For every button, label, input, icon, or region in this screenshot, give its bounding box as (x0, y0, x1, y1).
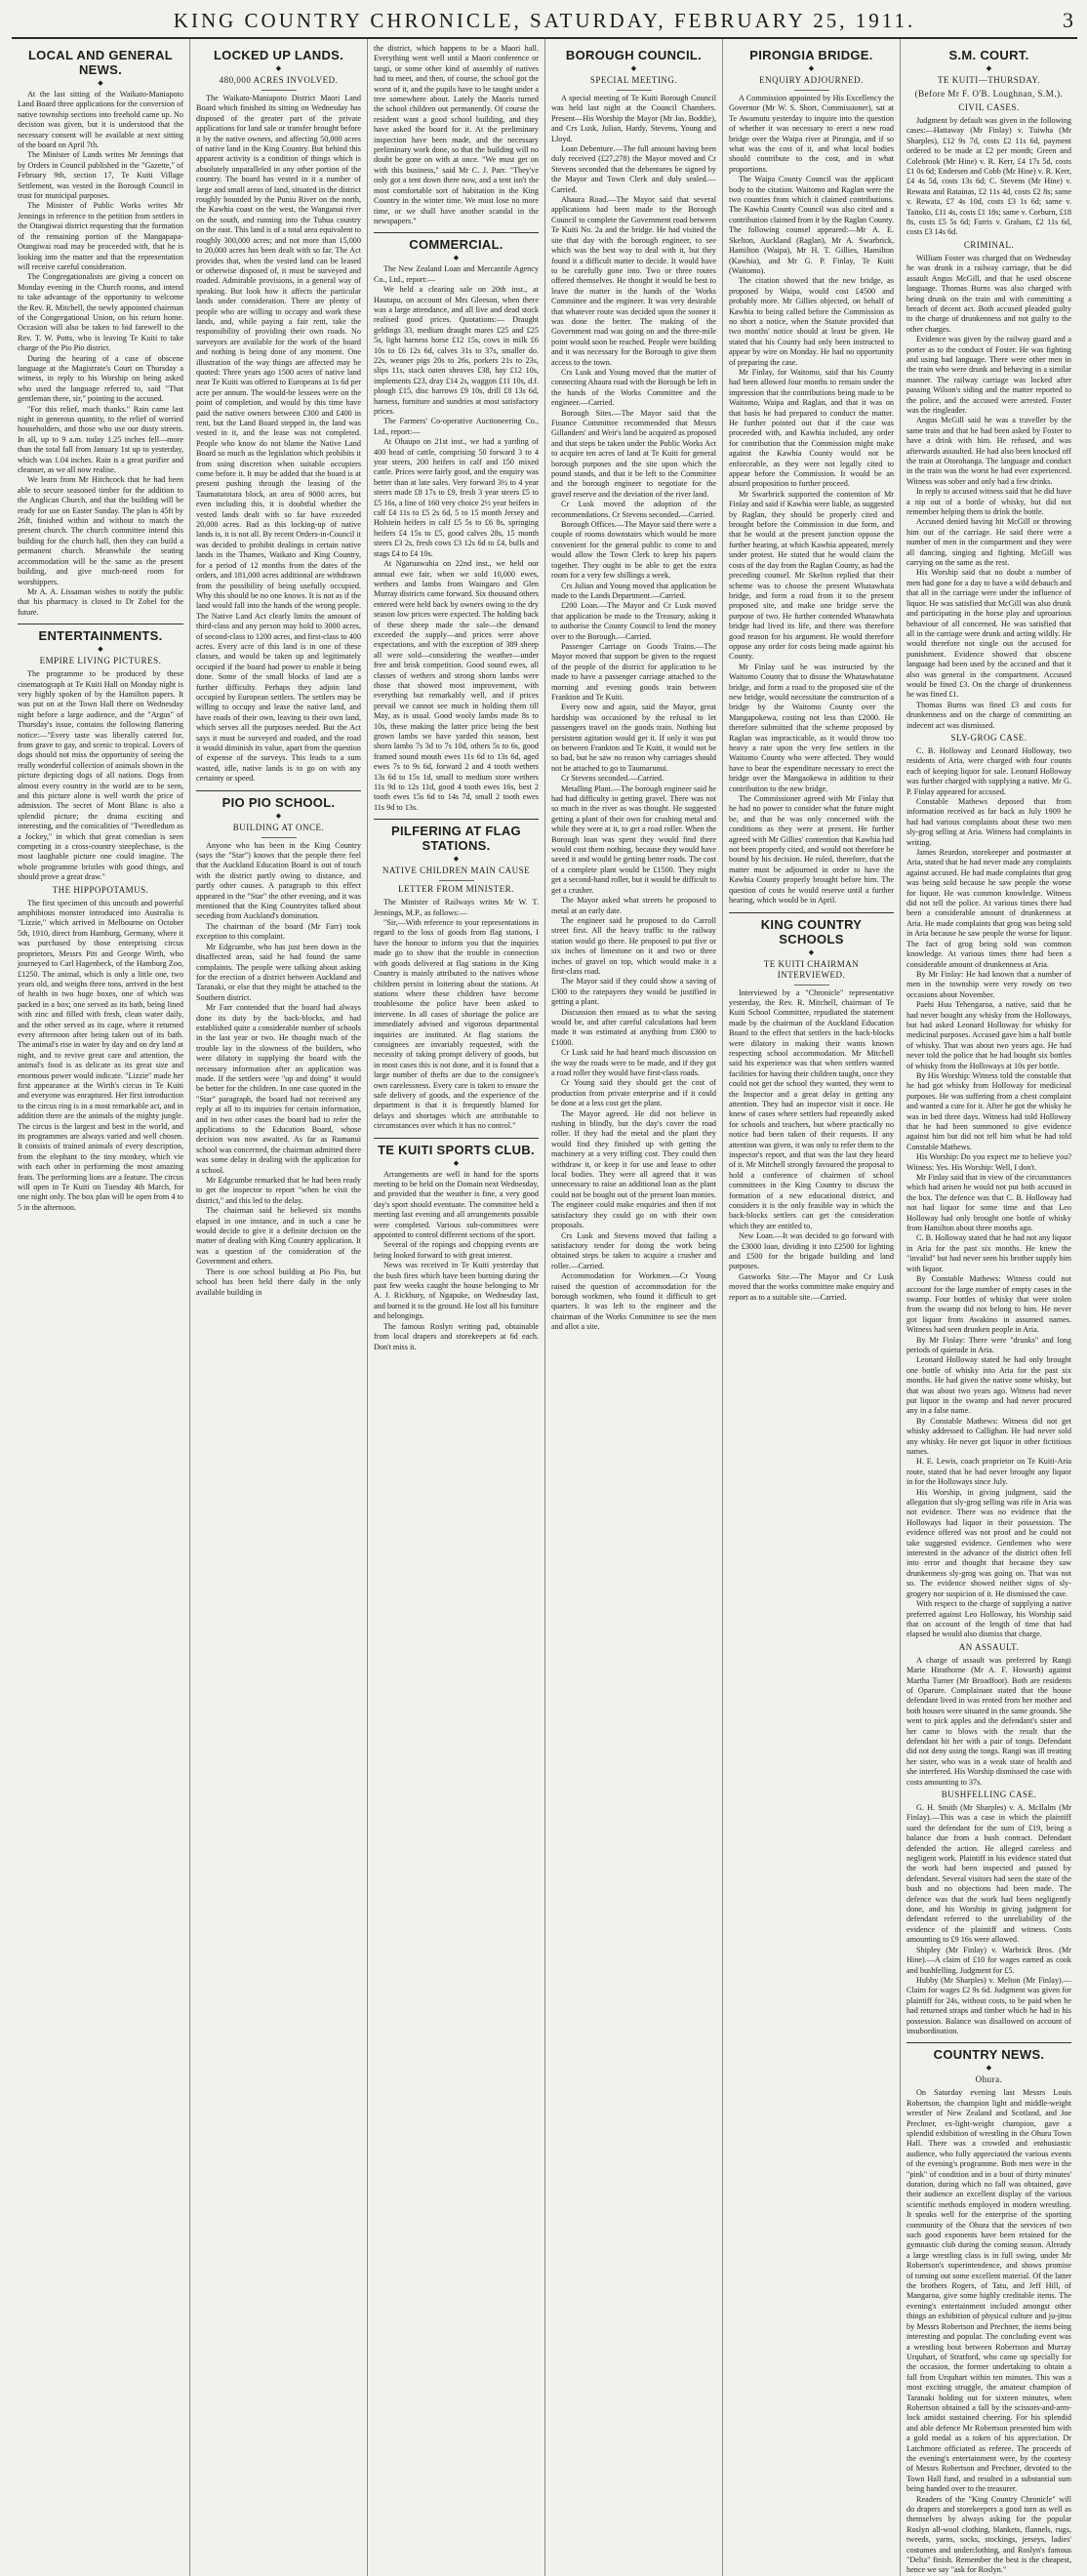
column-5 (722, 39, 900, 2576)
article-paragraph: Loan Debenture.—The full amount having been duly received (£27,278) the Mayor moved and Cr Stevens seconded that the debentures be signed by the Mayor and Town Clerk and duly sealed.—Carried. (551, 144, 716, 194)
article-paragraph: Mr Finlay said he was instructed by the Waitomo County that to disuse the Whatawhatatoe bridge, and form a road to the proposed site of the new bridge, would necessitate the construction of a bridge by the Waitomo County over the Mangapokewa, costing not less than £2000. He therefore submitted that the scheme proposed by Raglan was impracticable, as it would throw too heavy a rate upon the very few settlers in the Waitomo County who were affected. They would have to bear the expenditure necessary to erect the bridge over the Mangaokewa in addition to their contribution to the new bridge. (729, 662, 894, 793)
article-paragraph: The Minister of Public Works writes Mr Jennings in reference to the petition from settlers in the Otangiwai district requesting that the formation of the remaining portion of the Mangapapa-Otangiwai road may be proceeded with, that he is looking into the matter and that the representation will receive careful consideration. (18, 201, 183, 271)
short-rule (794, 90, 829, 91)
divider-diamond: ◆ (986, 2064, 992, 2073)
article-paragraph: Arrangements are well in hand for the sports meeting to be held on the Domain next Wednesday, and provided that the weather is fine, a very good day's sport should eventuate. The committee held a meeting last evening and all arrangements possible were completed. Various sub-committees were appointed to control different sections of the sport. (374, 1169, 539, 1240)
column-separator (374, 1138, 539, 1139)
article-paragraph: James Reardon, storekeeper and postmaster at Aria, stated that he had never made any complaints against accused. He had made complaints that grog was being sold because he saw people the worse for liquor. He was common knowledge. Witness did not tell the police. At various times there had been a considerable amount of drunkenness at Aria. He made complaints that grog was being sold in Aria because he saw people the worse for liquor. The fact of grog being sold was common knowledge. At various times there had been a considerable amount of drunkenness at Aria. (906, 848, 1071, 969)
article-paragraph: By Constable Mathews: Witness did not get whisky addressed to Callighan. He had never sold any whisky. He never got liquor in other fictitious names. (906, 1416, 1071, 1456)
article-paragraph: The Minister of Railways writes Mr W. T. Jennings, M.P., as follows:— (374, 898, 539, 917)
article-paragraph: The Congregationalists are giving a concert on Monday evening in the Church rooms, and intend to take advantage of the opportunity to welcome the Rev. R. Mitchell, the newly appointed chairman of the Congregational Union, on his return home. Occasion will also be taken to bid farewell to the Rev. T. W. Potts, who is leaving Te Kuiti to take charge of the Pio Pio district. (18, 272, 183, 353)
column-separator (906, 2042, 1071, 2043)
short-rule (262, 90, 297, 91)
divider-diamond: ◆ (453, 254, 460, 262)
column-separator (196, 790, 361, 791)
article-paragraph: The programme to be produced by these cinematograph at Te Kuiti Hall on Monday night is very highly spoken of by the Hamilton papers. It was put on at the Town Hall there on Wednesday night before a large audience, and the "Argus" of Thursday's issue, contains the following flattering notice:—"Every taste was liberally catered for, from grave to gay, and scenic to tropical. Lovers of dogs should not miss the opportunity of seeing the really wonderful collection of animals shown in the picture depicting dogs of all nations. Dogs from almost every country in the world are to be seen, and this picture alone is well worth the price of admission. The secret of Mont Blanc is also a splendid picture; the drama exciting and interesting, and the comicalities of "Tweedledum as a Jockey," in which that great comedian is seen competing in a cross-country steeplechase, is the most laughable picture one could imagine. The whole programme bristles with good things, and should prove a great draw." (18, 669, 183, 882)
article-paragraph: Metalling Plant.—The borough engineer said he had had difficulty in getting gravel. There was not so much in the river as was thought. He suggested getting a plant of their own for crushing metal and while they were at it, to get a road roller. When the Borough loan was spent they would find there would cost them nothing, because they would have saved it and would be getting better roads. The cost of a complete plant would be £1500. They might get a second-hand roller, but it would be difficult to get a crusher. (551, 784, 716, 895)
article-paragraph: Thomas Burns was fined £3 and costs for drunkenness and on the charge of committing an indecent act was dismissed. (906, 700, 1071, 730)
subheading-hippopotamus: THE HIPPOPOTAMUS. (52, 884, 149, 895)
divider-diamond: ◆ (630, 64, 637, 72)
subheading-native-children: NATIVE CHILDREN MAIN CAUSE (382, 865, 531, 876)
headline-pirongia-bridge: PIRONGIA BRIDGE. (749, 48, 873, 62)
article-paragraph: With respect to the charge of supplying a native preferred against Leo Holloway, his Worship said that on account of the length of time that had elapsed he would also dismiss that charge. (906, 1599, 1071, 1639)
article-paragraph: Hubby (Mr Sharples) v. Melton (Mr Finlay).—Claim for wages £2 9s 6d. Judgment was given for plaintiff for 24s, without costs, to be paid when he had returned straps and timber which he had in his possession. Balance was disallowed on account of insubordination. (906, 1975, 1071, 2035)
article-paragraph: Paehi Huu Tehengaroa, a native, said that he had never bought any whisky from the Holloways, but had asked Leonard Holloway for whisky for medicinal purposes. Accused gave him a half bottle of whisky. That was about two years ago. He had never told the police that he had bought six bottles of whisky from the Holloways at 10s per bottle. (906, 1000, 1071, 1070)
column-separator (374, 819, 539, 820)
article-paragraph: Judgment by default was given in the following cases:—Hattaway (Mr Finlay) v. Tuiwha (Mr Sharples), £12 9s 7d, costs £2 11s 6d, payment ordered to be made at £2 per month; Green and Colebrook (Mr Hine) v. R. Kerr, £4 17s 5d, costs £1 0s 6d; Endersen and Cobb (Mr Hine) v. R. Kerr, £4 4s 5d, costs 13s 6d; C. Stevens (Mr Hine) v. Rewata and Ratainas, £2 11s 4d, costs £2 8s; same v. Rewata, £7 4s 10d, costs £3 1s 6d; same v. Taitoko, £11 4s, costs £1 18s; same v. Corburn, £18 8s, costs £5 5s 6d; Farris v. Graham, £2 11s 6d, costs £3 14s 6d. (906, 116, 1071, 237)
headline-piopio-school: PIO PIO SCHOOL. (221, 794, 336, 810)
article-paragraph: The chairman of the board (Mr Farr) took exception to this complaint. (196, 921, 361, 942)
article-paragraph: "For this relief, much thanks." Rain came last night in generous quantity, to the relief of worried householders, and those who use our dusty streets. In all, up to 9 a.m. today 1.25 inches fell—more than the total fall from January 1st up to yesterday, which was 1.04 inches. Rain is a great purifier and cleanser, as we all now realise. (18, 404, 183, 475)
divider-diamond: ◆ (453, 1158, 460, 1167)
short-rule (617, 90, 652, 91)
article-paragraph: C. B. Holloway stated that he had not any liquor in Aria for the past six months. He knew the "invalid" but had never seen his brother supply him with liquor. (906, 1233, 1071, 1273)
article-paragraph: The Farmers' Co-operative Auctioneering Co., Ltd., report:— (374, 417, 539, 436)
divider-diamond: ◆ (275, 64, 282, 72)
article-paragraph: "Sir,—With reference to your representations in regard to the loss of goods from flag stations, I have the honour to inform you that the inquiries made go to show that the trouble in connection with goods delivered at flag stations in the King Country is mainly attributed to the natives whose children persist in loitering about the stations. At stations where these children have become troublesome the police have been asked to intervene. In all cases of shortage the police are immediately advised and vigorous departmental inquiries are instituted. At flag stations the consignees are invariably requested, with the necessity of taking prompt delivery of goods, but in most cases this is not done, and it is found that a large number of thefts are due to the consignee's own carelessness. Every care is taken to ensure the safe delivery of goods, and the experience of the department is that it is frequently blamed for delays and shortages which are attributable to circumstances over which it has no control." (374, 918, 539, 1131)
divider-diamond: ◆ (275, 811, 282, 820)
article-paragraph: Accommodation for Workmen.—Cr Young raised the question of accommodation for the borough workmen, who found it difficult to get quarters. It was left to the engineer and the chairman of the Works Committee to see the men and allot a site. (551, 1271, 716, 1332)
article-paragraph: His Worship: Do you expect me to believe you? Witness: Yes. His Worship: Well, I don't. (906, 1152, 1071, 1172)
masthead-title: KING COUNTRY CHRONICLE, SATURDAY, FEBRUARY 25, 1911. (173, 9, 916, 32)
short-rule (439, 880, 474, 881)
column-2 (189, 39, 367, 2576)
subheading-special-meeting: SPECIAL MEETING. (589, 75, 678, 85)
article-paragraph: Mr Finlay, for Waitomo, said that his County had been allowed four months to remain under the impression that the contributions being made to be Waitomo, Waipa and Raglan, and that it was on that basis he had prepared to conduct the matter. He further pointed out that if the case was proceeded with, and Kawhia included, any order for contribution that the Commission might make against the Kawhia County would not be enforceable, as they were not legally cited to appear before the Commission. It would be an absurd proposition to further proceed. (729, 367, 894, 489)
subheading-assault: AN ASSAULT. (958, 1641, 1020, 1652)
article-paragraph: Leonard Holloway stated he had only brought one bottle of whisky into Aria for the past six months. He had given the native some whisky, but that was about two years ago. Witness had never put liquor in the swamp and had never procured any in a false name. (906, 1355, 1071, 1416)
article-paragraph: the district, which happens to be a Maori hall. Everything went well until a Maori conference or tangi, or some other kind of assembly of natives had to meet, and then, of course, the school got the worst of it, and the pupils have to be taught under a tree somewhere about. Lately the Maoris turned the school children out permanently. Of course the resident want a good school building, and they have asked the board for it. At the preliminary inspection have been made, and the necessary preliminary work done, so that the building will no doubt be gone on with at once. "We must get on with this business," said Mr C. J. Parr. "They've only got a tent down there now, and a tent isn't the most comfortable sort of habitation in the King Country in the winter time. We must lose no more time, or we shall have another scandal in the newspapers." (374, 44, 539, 225)
article-paragraph: H. E. Lewis, coach proprietor on Te Kuiti-Aria route, stated that he had never brought any liquor in for the Holloways since July. (906, 1457, 1071, 1487)
article-paragraph: Mr Finlay said that in view of the circumstances which had arisen he would not put both accused in the box. The defence was that C. B. Holloway had not had liquor for some time and that Leo Holloway had only brought one bottle of whisky from Hamilton about three months ago. (906, 1173, 1071, 1233)
article-paragraph: By Mr Finlay: He had known that a number of men in the township were very rowdy on two occasions about November. (906, 969, 1071, 999)
article-paragraph: Mr Swarbrick supported the contention of Mr Finlay and said if Kawhia were liable, as suggested by Raglan, they should be properly cited and brought before the Commission in due form, and that he would at the present junction oppose the further hearing, at which Kawhia appeared, merely under protest. He stated that he would claim the costs of the day from the Raglan County, as had the preceding counsel. Mr Skelton replied that their scheme was to choose the present Whatawhata bridge, and form a road from it to the present proposed site, and make one bridge serve the purpose of two. He further contended Whatawhata bridge had lived its life, and there was therefore good reason for his argument. He would therefore oppose any order for costs being made against his County. (729, 489, 894, 662)
column-separator (729, 912, 894, 913)
article-paragraph: The Waipa County Council was the applicant body to the citation. Waitomo and Raglan were the two counties from which it claimed contributions. The Kawhia County Council was also cited and a contribution claimed from it by the Raglan County. The following counsel appeared:—Mr A. E. Skelton, Auckland (Raglan), Mr A. Swarbrick, Hamilton (Waipa), Mr H. T. Gillies, Hamilton (Kawhia), and Mr G. P. Finlay, Te Kuiti (Waitomo). (729, 175, 894, 275)
article-paragraph: The engineer said he proposed to do Carroll street first. All the heavy traffic to the railway station would go there. He proposed to put five or six inches of limestone on it and two or three inches of gravel on top, which would make it a first-class road. (551, 915, 716, 976)
article-paragraph: Cr Lusk moved the adoption of the recommendations. Cr Stevens seconded.—Carried. (551, 500, 716, 519)
article-paragraph: Mr A. A. Lissaman wishes to notify the public that his pharmacy is closed to Dr Zobel for the future. (18, 586, 183, 617)
article-paragraph: Interviewed by a "Chronicle" representative yesterday, the Rev. R. Mitchell, chairman of Te Kuiti School Committee, repudiated the statement made by the chairman of the Auckland Education Board to the effect that settlers in the back-blocks were dilatory in making their wants known respecting school accommodation. Mr Mitchell said his experience was that when settlers wanted facilities for having their children taught, once they could not get the school they wanted, they went to the Inspector and a great delay in getting any attention. They had an inspector visit it once. He knew of cases where settlers had repeatedly asked for schools and teachers, but where practically no notice had been taken of their requests. If any attention was given, it was only to refer them to the inspector's report, and that was the last they heard of it. Mr Mitchell strongly favoured the proposal to hold a conference of chairmen of school committees in the King Country to discuss the formation of a new educational district, and considers it is the only feasible way in which the back-blocks settlers can get the consideration which they are entitled to. (729, 987, 894, 1230)
divider-diamond: ◆ (808, 947, 815, 956)
subheading-bushfelling: BUSHFELLING CASE. (941, 1790, 1037, 1799)
article-paragraph: The Mayor asked what streets he proposed to metal at an early date. (551, 896, 716, 915)
article-paragraph: The Minister of Lands writes Mr Jennings that by Orders in Council published in the "Gazette," of February 9th, section 17, Te Kuiti Village Settlement, was vested in the Borough Council in trust for municipal purposes. (18, 150, 183, 201)
article-paragraph: Constable Mathews deposed that from information received as far back as July 1909 he had had various complaints about these two men sly-grog selling at Aria. Witness had complaints in writing. (906, 797, 1071, 847)
article-paragraph: The Mayor agreed. He did not believe in rushing in blindly, but the day's cover the road roller. If they had the metal and the plant they would find they finished up with getting the machinery at a very trifling cost. They could then withdraw it, or keep it for use and lease to other local bodies. They were all agreed that it was unnecessary to raise an additional loan as the plant could not be bought out of the present loan monies. The engineer could make enquiries and then if not satisfactory they could go on with their own proposals. (551, 1108, 716, 1230)
article-paragraph: Accused denied having hit McGill or throwing him out of the carriage. He said there were a number of men in the compartment and they were all dancing, singing and fighting. McGill was carrying on the same as the rest. (906, 517, 1071, 568)
article-paragraph: Evidence was given by the railway guard and a porter as to the conduct of Foster. He was fighting and using bad language. There were other men in the train who were drunk and behaving in a similar manner. The railway carriage was locked after passing Wilson's siding and the matter reported to the police, and the accused were arrested. Foster was the ringleader. (906, 335, 1071, 415)
headline-king-country-schools: KING COUNTRY SCHOOLS (760, 916, 863, 946)
article-paragraph: Mr Edgcumbe, who has just been down in the disaffected areas, said he had found the same complaints. The people were talking about asking for the erection of a district between Auckland and Taranaki, or else that they might be attached to the Southern district. (196, 942, 361, 1002)
column-6 (900, 39, 1077, 2576)
article-paragraph: Cr Young said they should get the cost of production from private enterprise and if it could be done at a less cost get the plant. (551, 1078, 716, 1108)
article-paragraph: The citation showed that the new bridge, as proposed by Waipa, would cost £4500 and probably more. Mr Gillies objected, on behalf of Kawhia to being called before the Commission as no short a notice, when the Statute provided that two months' notice should at least be given. He stated that his County had only been instructed to appear by wire on Monday. He had no opportunity of preparing the case. (729, 276, 894, 367)
short-rule (794, 985, 829, 986)
subheading-enquiry: ENQUIRY ADJOURNED. (759, 75, 864, 85)
subheading-civil-cases: CIVIL CASES. (958, 102, 1020, 112)
article-paragraph: There is one school building at Pio Pio, but school has been held there daily in the only available building in (196, 1267, 361, 1297)
article-paragraph: Anyone who has been in the King Country (says the "Star") knows that the people there feel that the Auckland Education Board is out of touch with the district partly owing to distance, and partly other causes. A paragraph to this effect appeared in the "Star" the other evening, and it was mentioned that the King Countryites talked about seceding from Auckland's domination. (196, 840, 361, 921)
article-paragraph: By Mr Finlay: There were "drunks" and long periods of quietude in Aria. (906, 1335, 1071, 1354)
article-paragraph: Cr Stevens seconded.—Carried. (561, 774, 664, 784)
article-paragraph: In reply to accused witness said that he did have a nip out of a bottle of whisky, but did not remember helping them to drink the bottle. (906, 487, 1071, 517)
divider-diamond: ◆ (453, 855, 460, 864)
headline-pilfering: PILFERING AT FLAG STATIONS. (391, 824, 521, 854)
headline-borough-council: BOROUGH COUNCIL. (565, 48, 703, 62)
article-paragraph: New Loan.—It was decided to go forward with the £3000 loan, dividing it into £2500 for lighting and £500 for the brigade building and land purposes. (729, 1231, 894, 1271)
article-paragraph: Shipley (Mr Finlay) v. Warbrick Bros. (Mr Hine).—A claim of £10 for wages earned as cook and bushfelling. Judgment for £5. (906, 1945, 1071, 1975)
article-paragraph: Ahaura Road.—The Mayor said that several applications had been made to the Borough Council to complete the Government road between Te Kuiti No. 2a and the bridge. He had visited the site that day with the borough engineer, to see which was the best way to deal with it, but they found it a difficult matter to decide. It would have to be carefully gone into. Two or three routes offered themselves. He thought it would be best to leave the matter in the hands of the Works Committee and the engineer. It was very desirable that whatever route was decided upon the sooner it was done the better. The making of the Government road was going on and the three-mile point would soon be reached. People were building and it was necessary for the Borough to give them access to the town. (551, 195, 716, 367)
article-paragraph: We learn from Mr Hitchcock that he had been able to secure seasoned timber for the addition to the Anglican Church, and that the building will be ready for use on Easter Sunday. The plan is 45ft by 26ft, finished within and without to match the present church. The church committee intend this building for the church hall, then they can build a permanent church. Meanwhile the seating accommodation will be the same as the present building, and give much-need room for worshippers. (18, 475, 183, 586)
article-paragraph: By Constable Mathews: Witness could not account for the large number of empty cases in the swamp. Four bottles of whisky that were stolen from the swamp did not belong to him. He never got liquor from Awakino in assumed names. Witness had seen drunken people in Aria. (906, 1274, 1071, 1335)
masthead (12, 6, 1077, 35)
column-1 (12, 39, 189, 2576)
article-paragraph: The Commissioner agreed with Mr Finlay that he had no power to consider what the future might be, and that he was only concerned with the conditions as they were at present. He further agreed with Mr Gillies' contention that Kawhia had not been properly cited, and would not therefore be bound by his decision. He ruled, therefore, that the matter must be adjourned in order to have the Kawhia County properly brought before him. The question of costs he would reserve until a further hearing, which would be in April. (729, 794, 894, 906)
article-paragraph: Borough Offices.—The Mayor said there were a couple of rooms downstairs which would be more convenient for the general public to come to and would allow the Town Clerk to keep his papers together. They ought to be able to get the extra room for a very few shillings a week. (551, 520, 716, 581)
column-separator (374, 232, 539, 233)
short-rule (262, 837, 297, 838)
headline-commercial: COMMERCIAL. (409, 237, 503, 253)
divider-diamond: ◆ (98, 645, 103, 654)
article-paragraph: At Ngaruawahia on 22nd inst., we held our annual ewe fair, when we sold 10,000 ewes, wethers and lambs from Waingaro and Glen Murray districts came forward. Six thousand others entered were held back by owners owing to the dry season low prices were expected. The holding back of these sheep made the sale—the demand exceeded the supply—and prices were above expectations, and with the exception of 389 sheep all were sold—considering the weather—under free and brisk competition. Good sound ewes, all classes of wethers and strong shorn lambs were those that showed most improvement, with everything but remarkably well, and if prices prevail we cannot see much in holding them till May, as is usual. Good wooly lambs made 8s to 10s, these making the latter price being the best grown lambs we have yarded this season, best shorn lambs 7s 3d to 7s 10d, others 5s to 6s, good framed sound mouth ewes 11s 6d to 13s 6d, aged ewes 7s to 9s 6d, forward 2 and 4 tooth wethers 13s 6d to 15s 1d, small to medium store wethers 11s 9d to 12s 11d, good 4 tooth ewes 16s, best 2 tooth ewes 15s 6d to 14s 7d, small 2 tooth ewes 11s 9d to 13s. (374, 559, 539, 812)
headline-sm-court: S.M. COURT. (948, 48, 1029, 62)
article-paragraph: Angus McGill said he was a traveller by the same train and that he had been asked by Foster to have a drink with him. He refused, and was afterwards assaulted. He had also been knocked off the train at Otorohanga. The language and conduct in the train was the worst he had ever experienced. Witness was sober and only had a few drinks. (906, 416, 1071, 486)
article-paragraph: The Mayor said if they could show a saving of £300 to the ratepayers they would be justified in getting a plant. (551, 977, 716, 1007)
divider-diamond: ◆ (98, 79, 103, 87)
article-paragraph: Passenger Carriage on Goods Trains.—The Mayor moved that support be given to the request of the people of the district for application to be made to have a passenger carriage attached to the morning and evening goods train between Frankton and Te Kuiti. (551, 641, 716, 702)
article-paragraph: News was received in Te Kuiti yesterday that the bush fires which have been burning during the past few weeks caught the house belonging to Mr A. J. Rickbury, of Ngapuke, on Wednesday last, and burned it to the ground. He lost all his furniture and belongings. (374, 1261, 539, 1321)
divider-diamond: ◆ (808, 64, 815, 72)
article-paragraph: By His Worship: Witness told the constable that he had got whisky from Holloway for medicinal purposes. He was suffering from a chest complaint and wanted a cure for it. After he got the whisky he was in bed three days. Witness had told Holloway that he had been summoned to give evidence against him but did not tell him what he had told Constable Mathews. (906, 1070, 1071, 1151)
article-paragraph: The chairman said he believed six months elapsed in one instance, and in such a case he would decide to give it a definite decision on the matter of dealing with King Country application. It was a question of the consideration of the Government and others. (196, 1206, 361, 1267)
article-paragraph: Discussion then ensued as to what the saving would be, and after careful calculations had been made it was estimated at anything from £300 to £1000. (551, 1007, 716, 1047)
subheading-sly-grog: SLY-GROG CASE. (950, 732, 1027, 743)
article-paragraph: G. H. Smith (Mr Sharples) v. A. McIlalm (Mr Finlay).—This was a case in which the plaintiff sued the defendant for the sum of £19, being a balance due from a bush contract. Defendant defended the action. He alleged careless and negligent work. Plaintiff in his evidence stated that the work had been inspected and passed by defendant. Several visitors had seen the state of the bush and no objections had been made. The defence was that the work had been negligently done, and his Worship in giving judgment for defendant referred to the unreliability of the evidence of the plaintiff and witness. Costs amounting to £9 16s were allowed. (906, 1803, 1071, 1945)
article-paragraph: During the hearing of a case of obscene language at the Magistrate's Court on Thursday a witness, in reply to his Worship on being asked who used the language referred to, said "That gentleman there, sir," pointing to the accused. (18, 353, 183, 404)
column-3 (367, 39, 544, 2576)
article-paragraph: Mr Edgcumbe remarked that he had been ready to get the inspector to report "when he visit the district," and this led to the delay. (196, 1176, 361, 1205)
article-paragraph: Readers of the "King Country Chronicle" will do drapers and storekeepers a good turn as well as themselves by always asking for the popular Roslyn all-wool clothing, blankets, flannels, rugs, tweeds, yarns, socks, stockings, jerseys, ladies' costumes and underclothing, and Roslyn's famous "Delta" finish. Remember the best is the cheapest, hence we say "ask for Roslyn." (906, 2494, 1071, 2575)
article-paragraph: A Commission appointed by His Excellency the Governor (Mr W. S. Short, Commissioner), sat at Te Awamutu yesterday to inquire into the question of whether it was necessary to erect a new road bridge over the Waipa river at Pirongia, and if so what was the cost of it, and what local bodies should contribute to the cost, and in what proportions. (729, 94, 894, 174)
subheading-letter: LETTER FROM MINISTER. (398, 884, 514, 895)
column-4 (544, 39, 722, 2576)
article-paragraph: Crs Lusk and Young moved that the matter of connecting Ahaura road with the Borough be left in the hands of the Works Committee and the engineer.—Carried. (551, 367, 716, 408)
headline-locked-lands: LOCKED UP LANDS. (213, 48, 344, 62)
article-paragraph: Cr Lusk said he had heard much discussion on the way the roads were to be made, and if they got a road roller they would have first-class roads. (551, 1048, 716, 1077)
page-number: 3 (1063, 8, 1073, 32)
subheading-criminal: CRIMINAL. (963, 239, 1015, 250)
article-paragraph: A special meeting of Te Kuiti Borough Council was held last night at the Council Chambers. Present—His Worship the Mayor (Mr Jas. Boddie), and Crs Lusk, Julian, Hardy, Stevens, Young and Lloyd. (551, 94, 716, 143)
headline-local-news: LOCAL AND GENERAL NEWS. (27, 48, 174, 77)
divider-diamond: ◆ (986, 64, 992, 72)
headline-sports-club: TE KUITI SPORTS CLUB. (378, 1142, 535, 1157)
subheading-te-kuiti-thursday: TE KUITI—THURSDAY. (937, 75, 1040, 85)
columns (12, 39, 1077, 2575)
subheading-acres: 480,000 ACRES INVOLVED. (219, 75, 339, 85)
article-paragraph: The Waikato-Maniapoto District Maori Land Board which finished its sitting on Wednesday has disposed of the greater part of the private applications for land sale or transfer brought before it by the native owners, and affecting 50,000 acres of native land in the King Country. But behind this apparent activity is a condition of things which is absolutely unparalleled in any other portion of the country. The board has vested in it a number of large and small areas of land, situated in the district roughly bounded by the Puniu River on the north, the Kawhia coast on the west, the Wanganui river on the south, and running into the Tuhua country on the east. This land is of a total area equivalent to roughly 300,000 acres; and not more than 15,000 to 20,000 acres has been dealt with so far. The Act provides that, when the vested land can be leased or otherwise disposed of, it must be surveyed and roaded. Admirable provisions, in a general way of speaking. But look how it affects the particular lands under consideration. There are plenty of people who are willing to occupy and work these lands, and, while paying a fair rent, take the responsibility of providing their own roads. No surveyors are available for the work of the board and nothing is being done of any moment. One illustration of the way things are affected may be quoted: Three years ago 1500 acres of native land near Te Kuiti was offered to Europeans at 1s 6d per acre per annum. The would-be lessees were on the point of completion, and would by this time have paid the native owners between £300 and £400 in rent, but the Land Board stepped in, the land was vested in it, and the lease was not completed. People who know do not blame the Native Land Board so much as the legislation which prohibits it from using discretion when suitable occupiers come before it. It may be added that the board is at present pushing through the leasing of the Taumatatotara block, an area of 9000 acres, but even including this, it is doubtful whether the vested lands dealt with so far have exceeded 20,000 acres. Bad as this locking-up of native lands is, it is not all. By recent Orders-in-Council it was decided to prohibit dealings in certain native lands in the Thames, Waikato and King Country, for a period of 12 months from the dates of the orders, and 181,000 acres additional are withdrawn from the possibility of being usefully occupied. Why this should be no one knows. It is not as if the land would fall into the hands of the wrong people. The Native Land Act clearly limits the amount of third-class and any person may hold to 3000 acres, of second-class to 1200 acres, and first-class to 400 acres. Every acre of this land is in one of these classes, and would be taken up and legitimately occupied if the board had power to enable it being done. Some of the small blocks of land are a further difficulty. Perhaps they adjoin land occupied by European settlers. The settlers may be willing to occupy and lease the native land, and have roads of their own, leaving to their own land, which serves all the purposes needed. But the Act says it must be surveyed and roaded, and the road it would diminish its value, apart from the question of expense of the surveys. This leads to a sum wasted, idle, native lands is to go on with any certainty or speed. (196, 94, 361, 784)
subheading-ohura: Ohura. (975, 2074, 1003, 2085)
article-paragraph: His Worship, in giving judgment, said the allegation that sly-grog selling was rife in Aria was not evidence. There was no evidence that the Holloways had liquor in their possession. The evidence offered was not proof and he could not take suggested evidence. Gentlemen who were interested in the advance of the district often fell into error and thought that because they saw drunkenness sly-grog was going on. That was not so. The evidence showed neither signs of sly-grogery nor suspicion of it. He dismissed the case. (906, 1487, 1071, 1598)
article-paragraph: Borough Sites.—The Mayor said that the Finance Committee recommended that Messrs Gillanders' and Weir's land be acquired as proposed and that steps be taken under the Public Works Act to acquire ten acres of land at Te Kuiti for general borough purposes and the site upon which the pound stands, and that it be left to the Committee and the borough engineer to negotiate for the gravel reserve and the deviation of the river land. (551, 408, 716, 499)
headline-entertainments: ENTERTAINMENTS. (38, 628, 163, 644)
article-paragraph: C. B. Holloway and Leonard Holloway, two residents of Aria, were charged with four counts each of keeping liquor for sale. Leonard Holloway was further charged with supplying a native. Mr G. P. Finlay appeared for accused. (906, 745, 1071, 796)
article-paragraph: We held a clearing sale on 20th inst., at Hautapu, on account of Mrs Gleeson, when there was a large attendance, and all live and dead stock realised good prices. Quotations:— Draught geldings 33, medium draught mares £25 and £25 5s, light harness horse £12 15s, cows in milk £6 10s to £6 12s 6d, calves 31s to 37s, smaller do. 22s, weaner pigs 20s to 26s, porkers 21s to 23s, slips 11s, stack oaten sheaves £38, hay £12 10s, implements £23, dray £14 2s, waggon £11 10s, d.f. plough £15, disc harrows £9 10s, drill £8 13s 6d, harness, furniture and sundries at most satisfactory prices. (374, 285, 539, 416)
article-paragraph: His Worship said that no doubt a number of men had gone for a day to have a wild debauch and that all in the carriage were under the influence of liquor. He was satisfied that McGill was also drunk and participating in the horse play and uproarious behaviour of all concerned. He was satisfied that all in the carriage were drunk and acting wildly. He would therefore not single out the accused for punishment. Evidence showed that obscene language had been used by the accused and that it also was general in the compartment. Accused would be fined £3. On the charge of drunkenness he was fined £1. (906, 568, 1071, 700)
article-paragraph: £200 Loan.—The Mayor and Cr Lusk moved that application be made to the Treasury, asking it to authorise the County Council to lend the money over to the Borough.—Carried. (551, 601, 716, 641)
article-paragraph: On Saturday evening last Messrs Louis Robertson, the champion light and middle-weight wrestler of New Zealand and Scotland, and Joe Prechner, ex-light-weight champion, gave a splendid exhibition of wrestling in the Ohura Town Hall. There was a crowded and enthusiastic audience, who fully appreciated the various events of the evening's programme. Both men were in the "pink" of condition and in a bout of thirty minutes' duration, during which no fall was obtained, gave their audience an excellent display of the various scientific methods employed in modern wrestling. It speaks well for the enterprise of the sporting community of the Ohura that the services of two such good exponents have been retained for the gymnastic club during the coming season. Already a large wrestling class is in full swing, under Mr Robertson's superintendence, and shows promise of turning out some excellent material. Of the latter the brothers Rogers, of Tatu, and Jeff Hill, of Mangaroa, give some highly creditable items. The evening's entertainment included amongst other things an exhibition of physical culture and ju-jitsu by Messrs Robertson and Prechner, the items being interesting and popular. The concluding event was a wrestling bout between Robertson and Murray Urquhart, of Stratford, who came up specially for the occasion, the former undertaking to obtain a fall from Urquhart within ten minutes. This was a most exciting struggle, the amateur champion of Taranaki holding out for sixteen minutes, when Robertson obtained a fall by the scissors-and-arm-lock amidst sustained cheering. For his splendid and able defence Mr Robertson presented him with a gold medal as a token of his appreciation. Dr Latchmore officiated as referee. The proceeds of the evening's entertainment were, by the courtesy of Messrs Robertson and Prechner, devoted to the Town Hall fund, and resulted in a substantial sum being handed over to the treasurer. (906, 2088, 1071, 2494)
article-paragraph: Several of the ropings and chopping events are being looked forward to with great interest. (374, 1240, 539, 1260)
article-paragraph: At the last sitting of the Waikato-Maniapoto Land Board three applications for the conversion of native township sections into freehold came up. No decision was given, but it is understood that the necessary consent will be available at next sitting of the board on April 7th. (18, 90, 183, 150)
headline-country-news: COUNTRY NEWS. (933, 2047, 1045, 2063)
article-paragraph: The first specimen of this uncouth and powerful amphibious monster introduced into Australia is "Lizzie," which arrived in Melbourne on October 5th, 1910, direct from Hamburg, Germany, where it was purchased by those enterprising circus proprietors, Messrs Pitt and George Wirth, who journeyed to Carl Hagenbeck, of the Hamburg Zoo, £1250. The animal, which is only a little one, two years old, and weighs three tons, arrived in the best of health in two huge boxes, one of which was packed in a box; one served as its bath, being lined with zinc and filled with fresh, clean water daily, and the other served as its cage, where it returned every afternoon after being taken out of its bath. The animal's rise in water by day and on dry land at night, and to revive great care and attention, the animal's food is as delicate as its great size and enormous power would indicate. "Lizzie" made her first appearance at the Wirth's circus in Te Kuiti and everyone was enraptured. Her first introduction to the circus ring is in a most remarkable act, and in addition there are the animals of the mighty jungle. The circus is the largest and best in the world, and its programmes are always varied and well chosen. It consists of trained animals of every description, from the elephant to the tiny monkey, which vie with each other in performing the most amazing feats. The performing lions are a feature. The circus will open in Te Kuiti on Tuesday 4th March, for one night only. The box plan will be open from 4 to 5 in the afternoon. (18, 898, 183, 1212)
article-paragraph: Crs Lusk and Stevens moved that failing a satisfactory tender for doing the work being obtained steps be taken to acquire a crusher and roller.—Carried. (551, 1230, 716, 1270)
article-paragraph: Gasworks Site.—The Mayor and Cr Lusk moved that the works committee make enquiry and report as to a suitable site.—Carried. (729, 1271, 894, 1302)
article-paragraph: William Foster was charged that on Wednesday he was drunk in a railway carriage, that he did assault Angus McGill, and that he used obscene language. Thomas Burns was also charged with being drunk on the train and with committing a breach of decent act. Both accused pleaded guilty to the charge of drunkenness and not guilty to the other charges. (906, 253, 1071, 334)
subheading-building: BUILDING AT ONCE. (232, 822, 325, 832)
subheading-magistrate: (Before Mr F. O'B. Loughnan, S.M.). (914, 89, 1064, 99)
article-paragraph: The famous Roslyn writing pad, obtainable from local drapers and storekeepers at 6d each. Don't miss it. (374, 1321, 539, 1351)
article-paragraph: A charge of assault was preferred by Rangi Marie Hirathorne (Mr A. F. Howarth) against Martha Turner (Mr Broadfoot). Both are residents of Oparure. Complainant stated that the house defendant lived in was rented from her mother and both houses were situated in the same grounds. She went to pick apples and the defendant's sister and her came to blows with the result that the defendant hit her with a pair of tongs. Defendant did not deny using the tongs. Rangi was ill treating her sister, who was in a weak state of health and she interfered. His Worship dismissed the case with costs amounting to 37s. (906, 1655, 1071, 1787)
article-paragraph: The New Zealand Loan and Mercantile Agency Co., Ltd., report:— (374, 264, 539, 284)
article-paragraph: Crs Julian and Young moved that application be made to the Lands Department.—Carried. (551, 581, 716, 600)
article-paragraph: At Ohaupo on 21st inst., we had a yarding of 400 head of cattle, comprising 50 forward 3 to 4 year steers, 200 heifers in calf and 150 mixed cattle. Prices were fairly good, and the enquiry was better than at late sales. Very forward 3½ to 4 year steers made £8 17s to £9, fresh 3 year steers £5 to £5 16s, a line of 160 very choice 2½ year heifers in calf £4 11s to £5 2s 6d, 5 to 15 month Jersey and Holstein heifers in calf £5 5s to £6 8s, springing heifers £4 15s to £5, good calves 28s, 15 month steers £3 2s, fresh cows £3 12s 6d to £4, bulls and stags £4 to £4 10s. (374, 437, 539, 558)
subheading-empire-pictures: EMPIRE LIVING PICTURES. (39, 656, 162, 666)
article-paragraph: Every now and again, said the Mayor, great hardship was occasioned by the refusal to let passengers travel on the goods train. Nothing but persistent agitation would get it. If only it was put on between Frankton and Te Kuiti, it would not be so bad, but he saw no reason why carriages should not be attached to go to Taumarunui. (551, 703, 716, 773)
article-paragraph: Mr Farr contended that the board had always done its duty by the back-blocks, and had established quite a considerable number of schools in the last year or two. He thought much of the trouble lay in the slowness of the builders, who were dilatory in supplying the board with the necessary information after an application was made. If the settlers were "up and doing" it would be better for the children. In one case quoted in the "Star" paragraph, the board had not received any reply at all to its inquiries for certain information, and in two other cases the board had to refer the applications to the Education Board, whose decision was now awaited. As far as Rumanui school was concerned, the chairman admitted there was some delay in dealing with the application for a school. (196, 1003, 361, 1175)
subheading-chairman: TE KUITI CHAIRMAN INTERVIEWED. (763, 958, 860, 980)
